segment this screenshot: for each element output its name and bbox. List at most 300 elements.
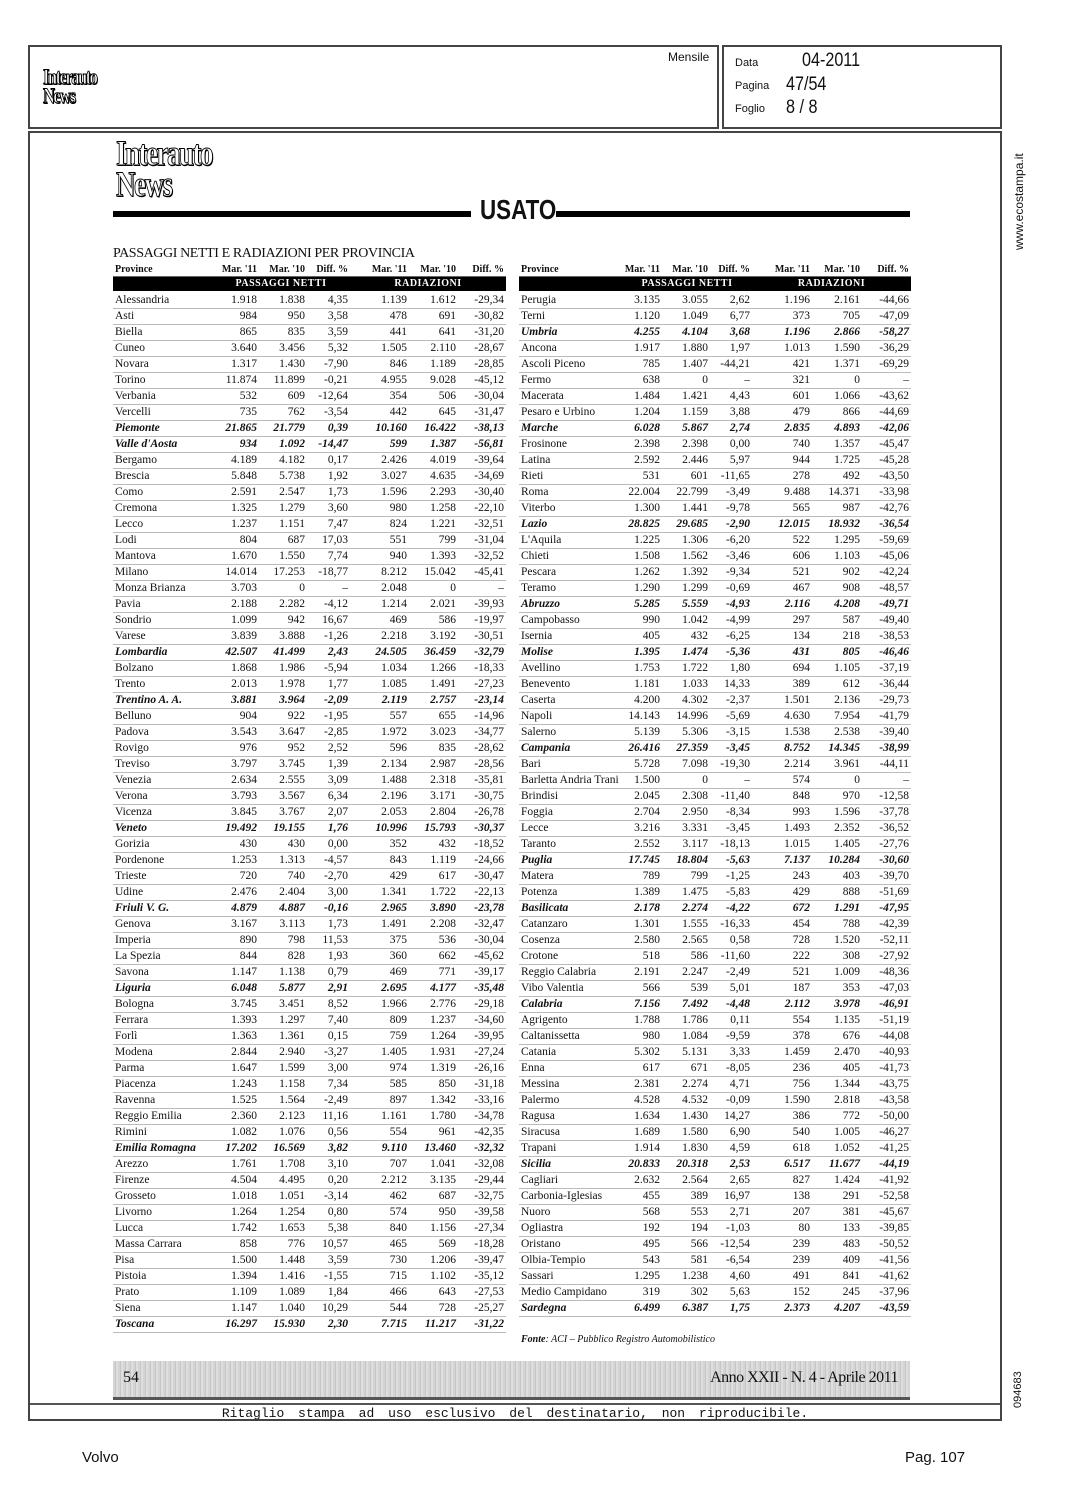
- radiazioni-mar11: 993: [752, 805, 812, 821]
- radiazioni-mar10: 2.208: [409, 917, 458, 933]
- province-name: Perugia: [519, 292, 622, 309]
- radiazioni-mar11: 12.015: [752, 517, 812, 533]
- province-row: [519, 469, 911, 485]
- passaggi-mar11: 16.297: [212, 1317, 259, 1333]
- radiazioni-mar10: 2.352: [812, 821, 862, 837]
- province-row: [113, 965, 506, 981]
- province-name: Foggia: [519, 805, 622, 821]
- province-name: Trieste: [113, 869, 212, 885]
- passaggi-mar11: 17.202: [212, 1141, 259, 1157]
- passaggi-mar10: 2.940: [259, 1045, 307, 1061]
- passaggi-mar11: 2.013: [212, 677, 259, 693]
- radiazioni-mar11: 1.491: [350, 917, 409, 933]
- radiazioni-diff: -41,92: [862, 1173, 911, 1189]
- passaggi-mar11: 495: [622, 1237, 662, 1253]
- radiazioni-diff: -27,92: [862, 949, 911, 965]
- passaggi-mar11: 1.753: [622, 661, 662, 677]
- province-name: Taranto: [519, 837, 622, 853]
- column-header: Mar. '10: [662, 263, 710, 277]
- passaggi-diff: -3,27: [307, 1045, 350, 1061]
- province-name: Massa Carrara: [113, 1237, 212, 1253]
- radiazioni-diff: -33,98: [862, 485, 911, 501]
- column-header: Mar. '11: [350, 263, 409, 277]
- radiazioni-mar11: 2.048: [350, 581, 409, 597]
- passaggi-mar11: 2.844: [212, 1045, 259, 1061]
- radiazioni-mar10: 1.357: [812, 437, 862, 453]
- passaggi-mar11: 3.167: [212, 917, 259, 933]
- passaggi-diff: 3,59: [307, 1253, 350, 1269]
- passaggi-mar11: 2.045: [622, 789, 662, 805]
- province-name: Monza Brianza: [113, 581, 212, 597]
- passaggi-diff: –: [710, 773, 752, 789]
- passaggi-diff: 7,34: [307, 1077, 350, 1093]
- region-total-row: [113, 1317, 506, 1333]
- province-row: [519, 1269, 911, 1285]
- radiazioni-diff: -51,69: [862, 885, 911, 901]
- radiazioni-mar11: 297: [752, 613, 812, 629]
- passaggi-mar10: 1.421: [662, 389, 710, 405]
- radiazioni-mar11: 707: [350, 1157, 409, 1173]
- province-row: [113, 773, 506, 789]
- passaggi-diff: 10,57: [307, 1237, 350, 1253]
- radiazioni-mar11: 1.196: [752, 325, 812, 341]
- province-name: Isernia: [519, 629, 622, 645]
- radiazioni-diff: -51,19: [862, 1013, 911, 1029]
- radiazioni-mar11: 134: [752, 629, 812, 645]
- radiazioni-diff: -38,53: [862, 629, 911, 645]
- radiazioni-mar11: 2.116: [752, 597, 812, 613]
- province-row: [113, 549, 506, 565]
- province-row: [113, 1109, 506, 1125]
- passaggi-diff: -5,36: [710, 645, 752, 661]
- radiazioni-mar11: 2.212: [350, 1173, 409, 1189]
- radiazioni-mar11: 1.139: [350, 292, 409, 309]
- province-name: Puglia: [519, 853, 622, 869]
- province-row: [113, 997, 506, 1013]
- passaggi-mar11: 904: [212, 709, 259, 725]
- passaggi-mar10: 1.830: [662, 1141, 710, 1157]
- radiazioni-mar10: 483: [812, 1237, 862, 1253]
- region-total-row: [519, 901, 911, 917]
- province-name: Pescara: [519, 565, 622, 581]
- passaggi-diff: -14,47: [307, 437, 350, 453]
- radiazioni-mar11: 618: [752, 1141, 812, 1157]
- radiazioni-mar10: 4.208: [812, 597, 862, 613]
- province-name: Genova: [113, 917, 212, 933]
- province-name: Cremona: [113, 501, 212, 517]
- province-name: Livorno: [113, 1205, 212, 1221]
- passaggi-diff: -16,33: [710, 917, 752, 933]
- radiazioni-mar11: 7.137: [752, 853, 812, 869]
- issue-info: Anno XXII - N. 4 - Aprile 2011: [710, 1369, 898, 1386]
- region-total-row: [113, 693, 506, 709]
- province-name: Biella: [113, 325, 212, 341]
- province-name: Firenze: [113, 1173, 212, 1189]
- passaggi-mar10: 3.888: [259, 629, 307, 645]
- passaggi-diff: 3,00: [307, 885, 350, 901]
- passaggi-mar10: 1.254: [259, 1205, 307, 1221]
- radiazioni-diff: -39,70: [862, 869, 911, 885]
- province-name: Basilicata: [519, 901, 622, 917]
- province-row: [519, 757, 911, 773]
- province-row: [519, 949, 911, 965]
- passaggi-diff: 1,76: [307, 821, 350, 837]
- radiazioni-diff: -36,44: [862, 677, 911, 693]
- passaggi-diff: 0,11: [710, 1013, 752, 1029]
- radiazioni-mar11: 554: [350, 1125, 409, 1141]
- radiazioni-mar10: 1.066: [812, 389, 862, 405]
- passaggi-mar10: 1.416: [259, 1269, 307, 1285]
- passaggi-diff: 0,58: [710, 933, 752, 949]
- passaggi-mar11: 2.592: [622, 453, 662, 469]
- passaggi-diff: –: [710, 373, 752, 389]
- radiazioni-diff: -38,13: [458, 421, 506, 437]
- radiazioni-diff: -24,66: [458, 853, 506, 869]
- radiazioni-mar11: 585: [350, 1077, 409, 1093]
- passaggi-mar10: 1.986: [259, 661, 307, 677]
- radiazioni-diff: -48,36: [862, 965, 911, 981]
- passaggi-mar11: 455: [622, 1189, 662, 1205]
- radiazioni-mar11: 321: [752, 373, 812, 389]
- passaggi-mar10: 1.562: [662, 549, 710, 565]
- radiazioni-mar10: 0: [812, 373, 862, 389]
- passaggi-diff: 2,43: [307, 645, 350, 661]
- passaggi-mar11: 2.634: [212, 773, 259, 789]
- passaggi-mar11: 984: [212, 309, 259, 325]
- radiazioni-mar11: 544: [350, 1301, 409, 1317]
- passaggi-mar10: 1.361: [259, 1029, 307, 1045]
- passaggi-diff: 0,17: [307, 453, 350, 469]
- radiazioni-diff: -41,56: [862, 1253, 911, 1269]
- province-name: Sassari: [519, 1269, 622, 1285]
- radiazioni-diff: -14,96: [458, 709, 506, 725]
- passaggi-mar11: 6.048: [212, 981, 259, 997]
- passaggi-diff: -1,26: [307, 629, 350, 645]
- passaggi-diff: -5,63: [710, 853, 752, 869]
- province-name: Toscana: [113, 1317, 212, 1333]
- passaggi-mar10: 1.299: [662, 581, 710, 597]
- passaggi-mar10: 6.387: [662, 1301, 710, 1317]
- frequency-label: Mensile: [668, 50, 710, 64]
- passaggi-mar11: 543: [622, 1253, 662, 1269]
- radiazioni-mar11: 599: [350, 437, 409, 453]
- province-row: [519, 1061, 911, 1077]
- radiazioni-mar10: 403: [812, 869, 862, 885]
- radiazioni-mar11: 606: [752, 549, 812, 565]
- passaggi-diff: 1,73: [307, 917, 350, 933]
- website-vertical: www.ecostampa.it: [1012, 153, 1026, 250]
- passaggi-mar11: 5.139: [622, 725, 662, 741]
- column-header: Mar. '11: [622, 263, 662, 277]
- province-row: [113, 1045, 506, 1061]
- passaggi-mar10: 1.407: [662, 357, 710, 373]
- province-name: Ferrara: [113, 1013, 212, 1029]
- passaggi-diff: 14,27: [710, 1109, 752, 1125]
- radiazioni-mar11: 521: [752, 965, 812, 981]
- province-name: Veneto: [113, 821, 212, 837]
- radiazioni-diff: -19,97: [458, 613, 506, 629]
- passaggi-mar10: 17.253: [259, 565, 307, 581]
- province-row: [113, 1029, 506, 1045]
- passaggi-mar11: 5.285: [622, 597, 662, 613]
- radiazioni-diff: -30,75: [458, 789, 506, 805]
- radiazioni-diff: -31,20: [458, 325, 506, 341]
- radiazioni-diff: -36,52: [862, 821, 911, 837]
- radiazioni-mar10: 645: [409, 405, 458, 421]
- passaggi-mar10: 835: [259, 325, 307, 341]
- province-row: [519, 629, 911, 645]
- province-row: [113, 1157, 506, 1173]
- radiazioni-diff: -29,34: [458, 292, 506, 309]
- region-total-row: [519, 741, 911, 757]
- radiazioni-diff: -34,77: [458, 725, 506, 741]
- province-row: [113, 949, 506, 965]
- radiazioni-mar11: 540: [752, 1125, 812, 1141]
- group-header-row: [113, 277, 506, 293]
- radiazioni-mar11: 1.161: [350, 1109, 409, 1125]
- passaggi-mar11: 1.393: [212, 1013, 259, 1029]
- radiazioni-mar10: 691: [409, 309, 458, 325]
- radiazioni-mar10: 218: [812, 629, 862, 645]
- province-name: Vicenza: [113, 805, 212, 821]
- province-row: [519, 1237, 911, 1253]
- province-name: Forlì: [113, 1029, 212, 1045]
- province-name: Crotone: [519, 949, 622, 965]
- province-row: [113, 885, 506, 901]
- province-row: [113, 869, 506, 885]
- passaggi-mar11: 2.381: [622, 1077, 662, 1093]
- province-name: Frosinone: [519, 437, 622, 453]
- radiazioni-mar10: 1.135: [812, 1013, 862, 1029]
- radiazioni-mar10: 1.291: [812, 901, 862, 917]
- passaggi-mar11: 1.109: [212, 1285, 259, 1301]
- passaggi-mar11: 19.492: [212, 821, 259, 837]
- passaggi-mar11: 518: [622, 949, 662, 965]
- passaggi-diff: -5,94: [307, 661, 350, 677]
- province-name: Pavia: [113, 597, 212, 613]
- province-name: Lombardia: [113, 645, 212, 661]
- passaggi-mar11: 1.914: [622, 1141, 662, 1157]
- province-name: L'Aquila: [519, 533, 622, 549]
- passaggi-diff: 2,53: [710, 1157, 752, 1173]
- passaggi-mar10: 27.359: [662, 741, 710, 757]
- region-total-row: [519, 517, 911, 533]
- passaggi-diff: 6,77: [710, 309, 752, 325]
- passaggi-diff: 3,58: [307, 309, 350, 325]
- radiazioni-mar11: 980: [350, 501, 409, 517]
- radiazioni-mar11: 2.965: [350, 901, 409, 917]
- passaggi-diff: 0,79: [307, 965, 350, 981]
- province-row: [113, 709, 506, 725]
- province-name: Benevento: [519, 677, 622, 693]
- radiazioni-diff: -30,40: [458, 485, 506, 501]
- province-name: Rimini: [113, 1125, 212, 1141]
- passaggi-mar10: 2.404: [259, 885, 307, 901]
- passaggi-mar11: 14.014: [212, 565, 259, 581]
- radiazioni-mar11: 491: [752, 1269, 812, 1285]
- disclaimer: Ritaglio stampa ad uso esclusivo del destinatario, non riproducibile.: [221, 1406, 809, 1421]
- province-row: [113, 1269, 506, 1285]
- radiazioni-mar11: 4.955: [350, 373, 409, 389]
- province-row: [519, 373, 911, 389]
- radiazioni-mar11: 239: [752, 1237, 812, 1253]
- passaggi-diff: -3,14: [307, 1189, 350, 1205]
- radiazioni-mar11: 442: [350, 405, 409, 421]
- radiazioni-mar11: 1.488: [350, 773, 409, 789]
- passaggi-diff: -2,49: [307, 1093, 350, 1109]
- province-row: [113, 357, 506, 373]
- radiazioni-mar11: 974: [350, 1061, 409, 1077]
- radiazioni-mar10: 9.028: [409, 373, 458, 389]
- radiazioni-mar10: 987: [812, 501, 862, 517]
- radiazioni-diff: -44,69: [862, 405, 911, 421]
- radiazioni-mar10: 662: [409, 949, 458, 965]
- passaggi-mar11: 638: [622, 373, 662, 389]
- province-row: [113, 837, 506, 853]
- radiazioni-mar10: 1.005: [812, 1125, 862, 1141]
- passaggi-diff: -0,21: [307, 373, 350, 389]
- radiazioni-mar10: 1.590: [812, 341, 862, 357]
- province-name: Medio Campidano: [519, 1285, 622, 1301]
- province-row: [519, 501, 911, 517]
- passaggi-diff: 11,53: [307, 933, 350, 949]
- region-total-row: [113, 437, 506, 453]
- source-text: : ACI – Pubblico Registro Automobilistico: [545, 1334, 715, 1345]
- passaggi-diff: -1,55: [307, 1269, 350, 1285]
- region-total-row: [113, 901, 506, 917]
- radiazioni-mar11: 1.214: [350, 597, 409, 613]
- radiazioni-mar10: 1.596: [812, 805, 862, 821]
- passaggi-mar10: 1.279: [259, 501, 307, 517]
- group-passaggi-netti: PASSAGGI NETTI: [212, 277, 350, 293]
- passaggi-diff: -2,49: [710, 965, 752, 981]
- passaggi-mar10: 1.599: [259, 1061, 307, 1077]
- source-label: Fonte: [521, 1334, 546, 1345]
- passaggi-mar10: 4.532: [662, 1093, 710, 1109]
- passaggi-diff: -8,05: [710, 1061, 752, 1077]
- passaggi-diff: 3,88: [710, 405, 752, 421]
- radiazioni-diff: -50,52: [862, 1237, 911, 1253]
- province-name: Valle d'Aosta: [113, 437, 212, 453]
- radiazioni-mar10: 11.677: [812, 1157, 862, 1173]
- passaggi-mar10: 798: [259, 933, 307, 949]
- radiazioni-mar11: 940: [350, 549, 409, 565]
- province-row: [113, 453, 506, 469]
- province-row: [113, 1125, 506, 1141]
- passaggi-mar10: 4.182: [259, 453, 307, 469]
- client-name: Volvo: [82, 1449, 119, 1466]
- passaggi-diff: 3,82: [307, 1141, 350, 1157]
- province-row: [113, 757, 506, 773]
- passaggi-mar10: 3.647: [259, 725, 307, 741]
- passaggi-diff: 2,74: [710, 421, 752, 437]
- province-name: Rovigo: [113, 741, 212, 757]
- province-row: [113, 1205, 506, 1221]
- passaggi-mar10: 762: [259, 405, 307, 421]
- province-name: Savona: [113, 965, 212, 981]
- group-passaggi-netti: PASSAGGI NETTI: [622, 277, 752, 293]
- radiazioni-mar10: 10.284: [812, 853, 862, 869]
- passaggi-mar10: 5.131: [662, 1045, 710, 1061]
- passaggi-mar10: 4.495: [259, 1173, 307, 1189]
- passaggi-diff: 1,75: [710, 1301, 752, 1317]
- passaggi-diff: 0,00: [710, 437, 752, 453]
- passaggi-mar11: 3.640: [212, 341, 259, 357]
- radiazioni-diff: -35,81: [458, 773, 506, 789]
- passaggi-mar11: 804: [212, 533, 259, 549]
- passaggi-mar11: 5.848: [212, 469, 259, 485]
- province-name: Pistoia: [113, 1269, 212, 1285]
- group-header-row: [519, 277, 911, 293]
- radiazioni-mar11: 431: [752, 645, 812, 661]
- passaggi-diff: 0,39: [307, 421, 350, 437]
- radiazioni-mar11: 2.214: [752, 757, 812, 773]
- radiazioni-diff: -32,51: [458, 517, 506, 533]
- passaggi-mar11: 566: [622, 981, 662, 997]
- passaggi-mar11: 1.181: [622, 677, 662, 693]
- passaggi-mar10: 2.123: [259, 1109, 307, 1125]
- passaggi-mar10: 952: [259, 741, 307, 757]
- passaggi-mar10: 671: [662, 1061, 710, 1077]
- passaggi-mar10: 1.238: [662, 1269, 710, 1285]
- province-name: Venezia: [113, 773, 212, 789]
- radiazioni-mar11: 10.996: [350, 821, 409, 837]
- province-name: Fermo: [519, 373, 622, 389]
- passaggi-mar11: 1.395: [622, 645, 662, 661]
- province-row: [113, 1093, 506, 1109]
- radiazioni-mar11: 1.596: [350, 485, 409, 501]
- radiazioni-mar10: 1.105: [812, 661, 862, 677]
- radiazioni-mar11: 809: [350, 1013, 409, 1029]
- province-name: Macerata: [519, 389, 622, 405]
- passaggi-mar11: 2.398: [622, 437, 662, 453]
- passaggi-mar10: 2.446: [662, 453, 710, 469]
- province-name: Ravenna: [113, 1093, 212, 1109]
- passaggi-mar11: 568: [622, 1205, 662, 1221]
- radiazioni-mar10: 2.161: [812, 292, 862, 309]
- passaggi-mar11: 1.243: [212, 1077, 259, 1093]
- passaggi-mar10: 1.042: [662, 613, 710, 629]
- radiazioni-mar11: 574: [752, 773, 812, 789]
- passaggi-mar10: 1.033: [662, 677, 710, 693]
- column-header: Mar. '10: [812, 263, 862, 277]
- radiazioni-diff: -32,08: [458, 1157, 506, 1173]
- passaggi-diff: -5,83: [710, 885, 752, 901]
- province-row: [113, 325, 506, 341]
- radiazioni-diff: -22,10: [458, 501, 506, 517]
- passaggi-mar11: 4.879: [212, 901, 259, 917]
- radiazioni-mar10: 2.136: [812, 693, 862, 709]
- province-row: [113, 725, 506, 741]
- passaggi-mar11: 1.689: [622, 1125, 662, 1141]
- passaggi-mar10: 2.308: [662, 789, 710, 805]
- province-name: Friuli V. G.: [113, 901, 212, 917]
- province-name: Potenza: [519, 885, 622, 901]
- province-name: Bologna: [113, 997, 212, 1013]
- province-name: Enna: [519, 1061, 622, 1077]
- province-row: [113, 309, 506, 325]
- passaggi-diff: 5,38: [307, 1221, 350, 1237]
- passaggi-mar10: 1.151: [259, 517, 307, 533]
- province-table-left: [113, 263, 506, 1333]
- radiazioni-mar11: 846: [350, 357, 409, 373]
- passaggi-mar10: 1.430: [662, 1109, 710, 1125]
- province-name: Vibo Valentia: [519, 981, 622, 997]
- province-row: [519, 661, 911, 677]
- radiazioni-mar10: 641: [409, 325, 458, 341]
- passaggi-diff: -6,25: [710, 629, 752, 645]
- province-row: [113, 517, 506, 533]
